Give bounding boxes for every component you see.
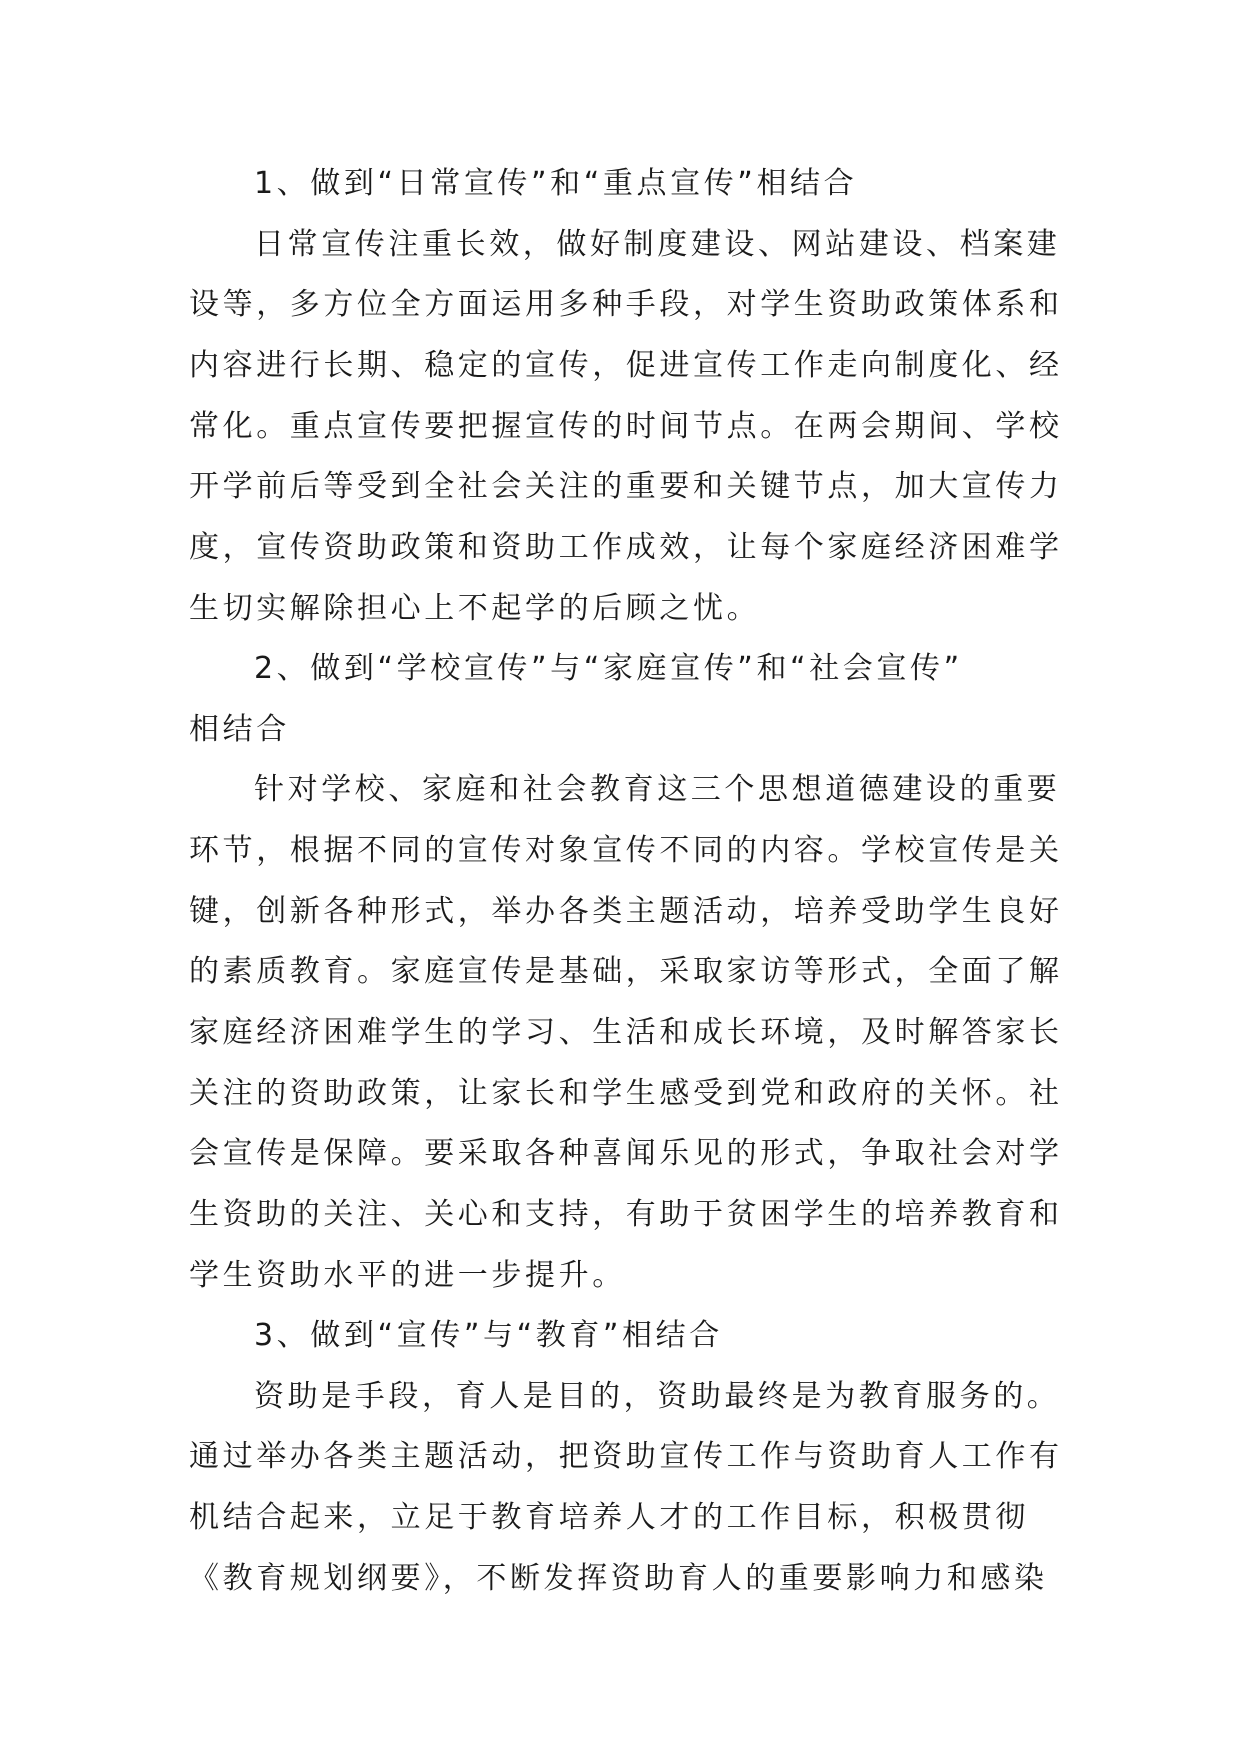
paragraph-line: 《教育规划纲要》，不断发挥资助育人的重要影响力和感染 [189, 1561, 1048, 1596]
heading-1: 1、做到“日常宣传”和“重点宣传”相结合 [254, 166, 858, 201]
paragraph-line: 机结合起来，立足于教育培养人才的工作目标，积极贯彻 [189, 1500, 1029, 1535]
paragraph-line: 键，创新各种形式，举办各类主题活动，培养受助学生良好 [189, 894, 1063, 929]
paragraph-line: 家庭经济困难学生的学习、生活和成长环境，及时解答家长 [189, 1015, 1063, 1050]
paragraph-line: 常化。重点宣传要把握宣传的时间节点。在两会期间、学校 [189, 409, 1063, 444]
paragraph-line: 学生资助水平的进一步提升。 [189, 1258, 626, 1293]
paragraph-line: 设等，多方位全方面运用多种手段，对学生资助政策体系和 [189, 287, 1063, 322]
heading-3: 3、做到“宣传”与“教育”相结合 [254, 1318, 723, 1353]
heading-2-continued: 相结合 [189, 712, 290, 747]
paragraph-line: 通过举办各类主题活动，把资助宣传工作与资助育人工作有 [189, 1439, 1063, 1474]
paragraph-line: 的素质教育。家庭宣传是基础，采取家访等形式，全面了解 [189, 954, 1063, 989]
paragraph-line: 日常宣传注重长效，做好制度建设、网站建设、档案建 [254, 227, 1061, 262]
paragraph-line: 内容进行长期、稳定的宣传，促进宣传工作走向制度化、经 [189, 348, 1063, 383]
paragraph-line: 生切实解除担心上不起学的后顾之忧。 [189, 591, 761, 626]
paragraph-line: 环节，根据不同的宣传对象宣传不同的内容。学校宣传是关 [189, 833, 1063, 868]
paragraph-line: 针对学校、家庭和社会教育这三个思想道德建设的重要 [254, 772, 1061, 807]
paragraph-line: 开学前后等受到全社会关注的重要和关键节点，加大宣传力 [189, 469, 1063, 504]
paragraph-line: 度，宣传资助政策和资助工作成效，让每个家庭经济困难学 [189, 530, 1063, 565]
paragraph-line: 资助是手段，育人是目的，资助最终是为教育服务的。 [254, 1379, 1061, 1414]
paragraph-line: 生资助的关注、关心和支持，有助于贫困学生的培养教育和 [189, 1197, 1063, 1232]
paragraph-line: 关注的资助政策，让家长和学生感受到党和政府的关怀。社 [189, 1076, 1063, 1111]
paragraph-line: 会宣传是保障。要采取各种喜闻乐见的形式，争取社会对学 [189, 1136, 1063, 1171]
heading-2: 2、做到“学校宣传”与“家庭宣传”和“社会宣传” [254, 651, 963, 686]
